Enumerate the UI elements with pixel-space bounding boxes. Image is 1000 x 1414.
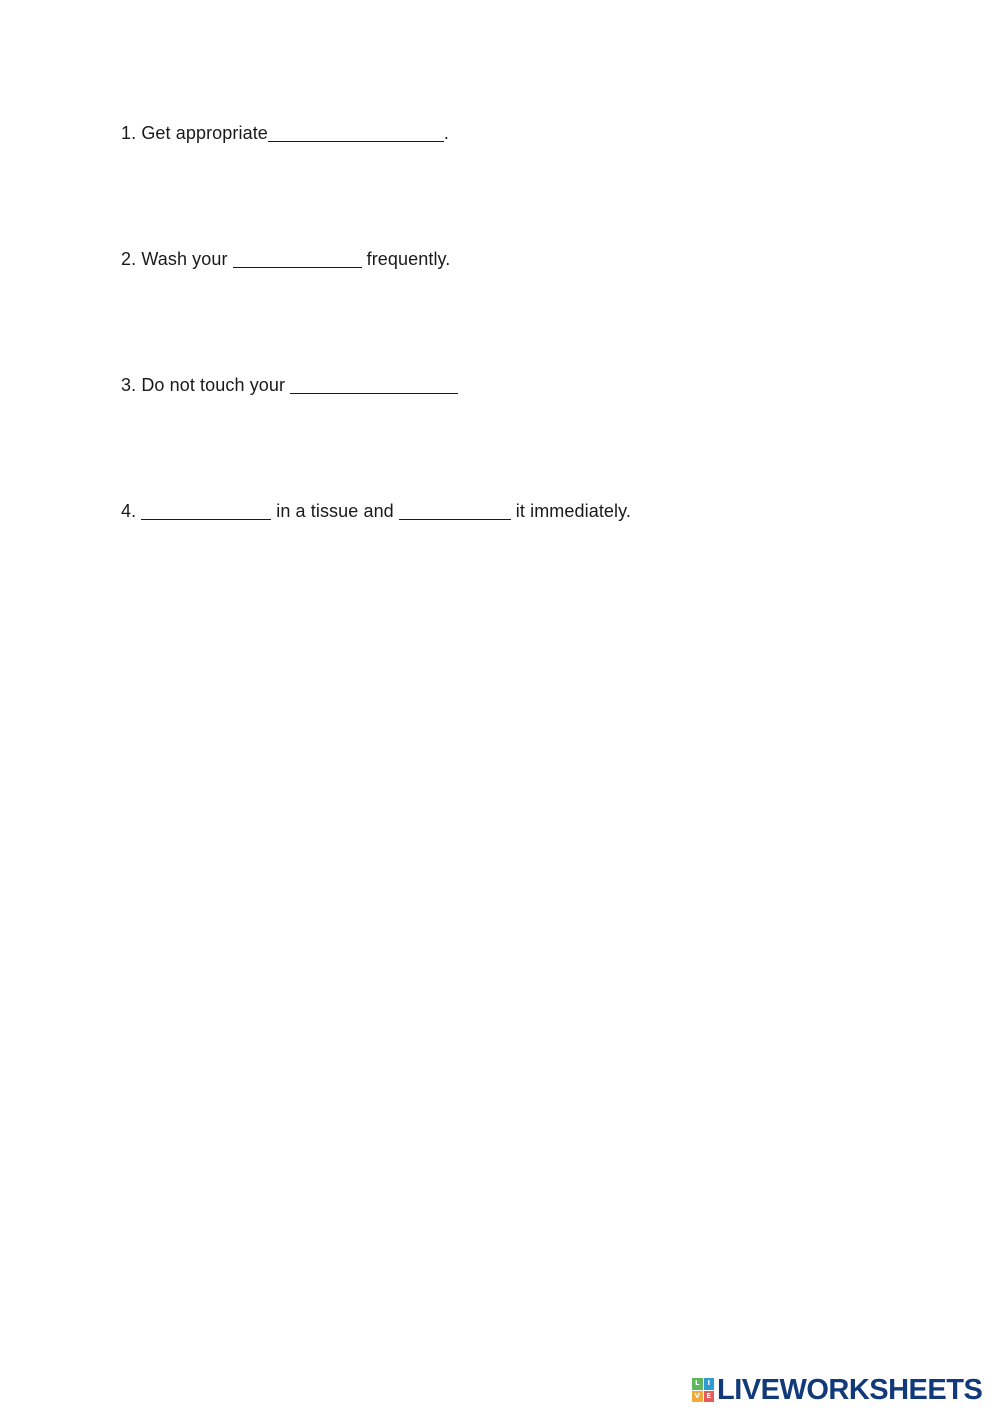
question-text: in a tissue and (276, 501, 394, 521)
answer-blank-1[interactable] (268, 123, 444, 142)
question-number: 3. (121, 375, 137, 395)
question-text: it immediately. (515, 501, 631, 521)
question-text: Do not touch your (141, 375, 286, 395)
question-number: 2. (121, 249, 137, 269)
question-text: . (443, 123, 450, 143)
question-text: Wash your (141, 249, 228, 269)
answer-blank-4b[interactable] (399, 501, 511, 520)
liveworksheets-logo (692, 1374, 982, 1406)
answer-blank-2[interactable] (233, 249, 362, 268)
question-text: frequently. (366, 249, 451, 269)
question-number: 4. (121, 501, 137, 521)
question-number: 1. (121, 123, 137, 143)
answer-blank-4a[interactable] (141, 501, 271, 520)
logo-mark-letter: L (692, 1378, 703, 1390)
question-2 (121, 248, 450, 270)
question-3 (121, 374, 458, 396)
logo-mark-letter: I (704, 1378, 715, 1390)
logo-mark-letter: E (704, 1391, 715, 1403)
answer-blank-3[interactable] (290, 375, 458, 394)
question-text: Get appropriate (141, 123, 268, 143)
question-4 (121, 500, 631, 522)
logo-text: LIVEWORKSHEETS (717, 1374, 983, 1406)
question-1 (121, 122, 449, 144)
logo-mark-letter: V (692, 1391, 703, 1403)
liveworksheets-logo-icon (692, 1378, 714, 1402)
